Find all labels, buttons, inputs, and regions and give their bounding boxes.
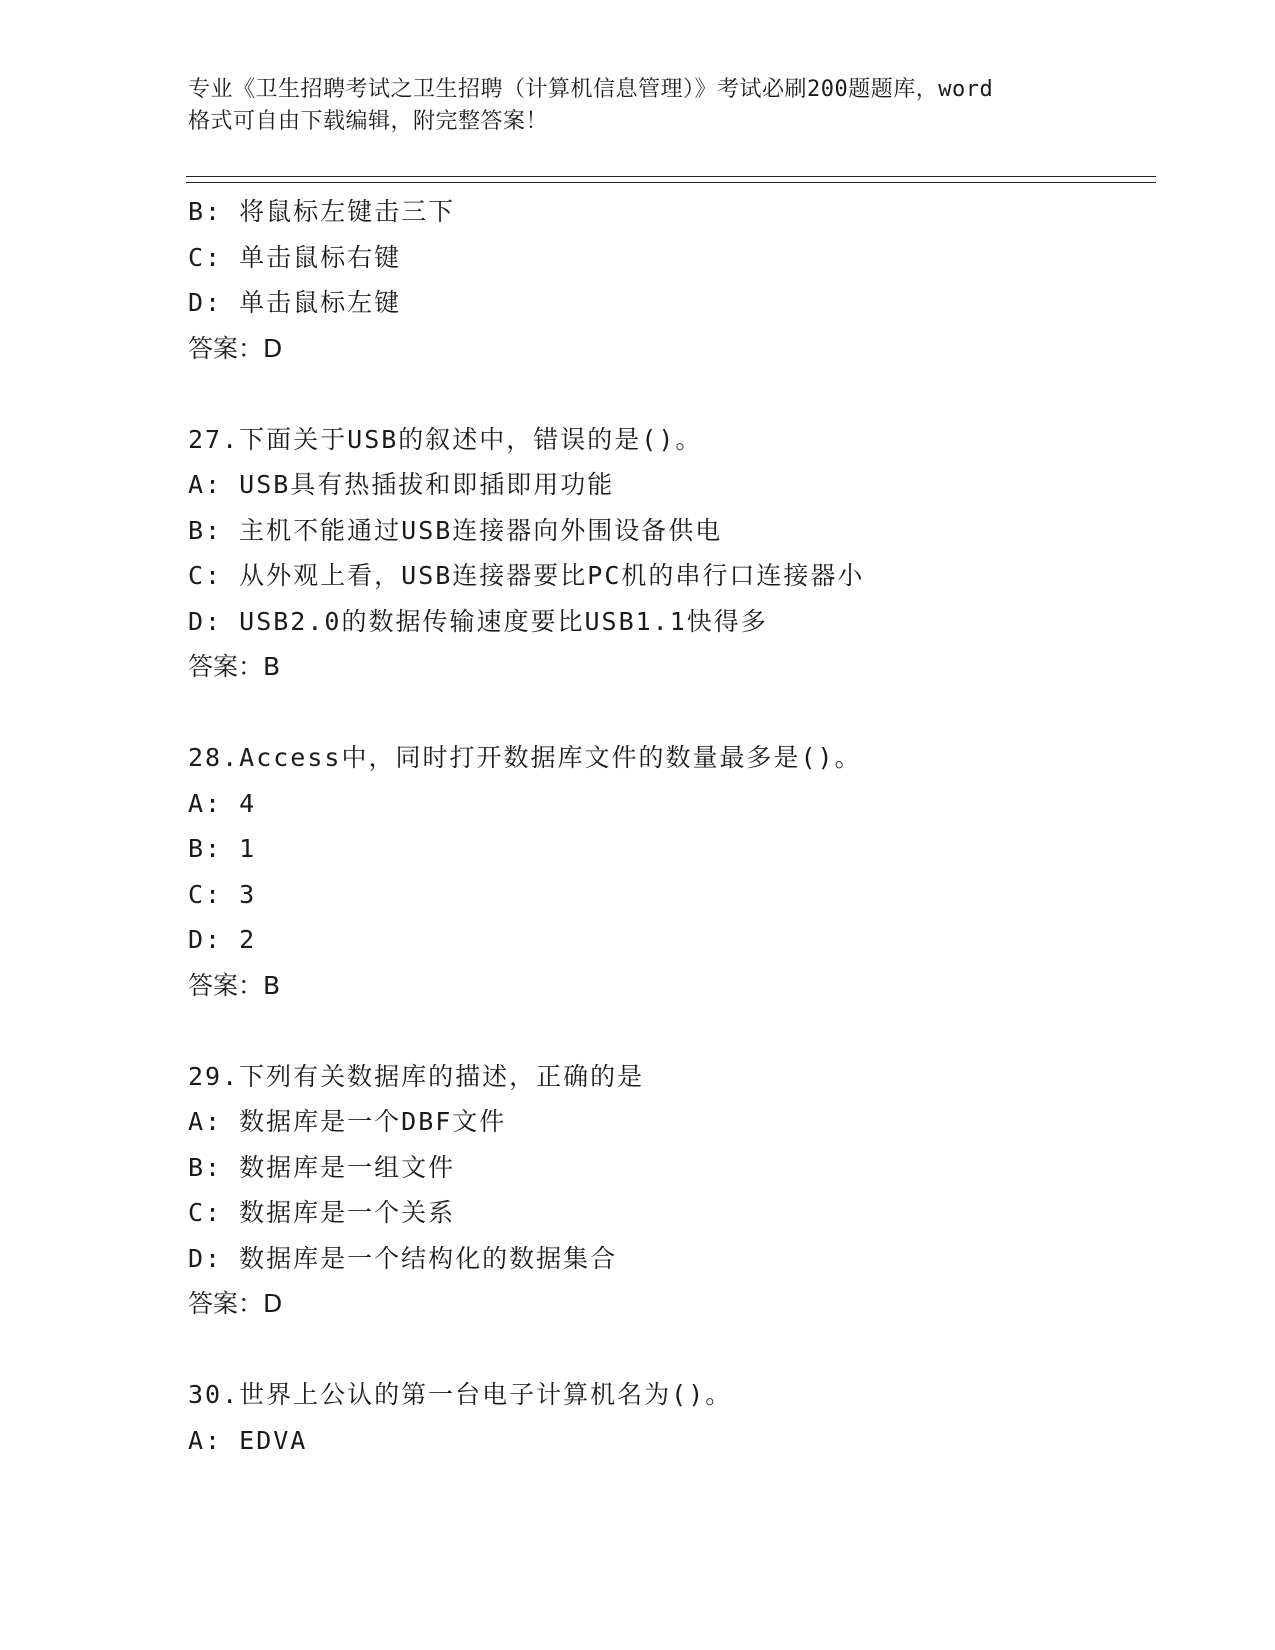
question-stem: 27.下面关于USB的叙述中，错误的是()。 [188,424,703,454]
question-block [188,735,1148,1008]
header-line-2: 格式可自由下载编辑，附完整答案！ [188,109,549,134]
option-a: A: 数据库是一个DBF文件 [188,1107,507,1136]
option-c: C: 数据库是一个关系 [188,1198,456,1227]
option-b: B: 主机不能通过USB连接器向外围设备供电 [188,515,723,545]
option-b: B: 数据库是一组文件 [188,1152,456,1182]
question-stem: 30.世界上公认的第一台电子计算机名为()。 [188,1380,733,1409]
header-rule-top [186,176,1156,177]
option-b: B: 1 [188,834,257,863]
question-block [188,417,1148,690]
option-d: D: 数据库是一个结构化的数据集合 [188,1243,618,1273]
answer-line: 答案：B [188,970,281,1000]
option-a: A: 4 [188,788,257,818]
option-b: B: 将鼠标左键击三下 [188,197,456,226]
answer-line: 答案：D [188,1289,283,1318]
question-list [188,189,1148,1463]
option-a: A: EDVA [188,1425,308,1455]
document-header [188,74,1088,138]
option-d: D: USB2.0的数据传输速度要比USB1.1快得多 [188,606,768,636]
option-c: C: 3 [188,879,257,909]
option-d: D: 单击鼠标左键 [188,288,402,317]
question-stem: 29.下列有关数据库的描述，正确的是 [188,1061,645,1091]
question-block [188,1054,1148,1327]
option-d: D: 2 [188,925,257,954]
question-block [188,189,1148,371]
spacer [188,371,1148,417]
spacer [188,1008,1148,1054]
header-line-1: 专业《卫生招聘考试之卫生招聘（计算机信息管理）》考试必刷200题题库，word [188,77,994,102]
question-stem: 28.Access中，同时打开数据库文件的数量最多是()。 [188,743,862,772]
spacer [188,690,1148,736]
answer-line: 答案：B [188,652,281,681]
option-c: C: 从外观上看，USB连接器要比PC机的串行口连接器小 [188,561,865,590]
spacer [188,1327,1148,1373]
header-rule-bottom [186,182,1156,183]
question-block [188,1372,1148,1463]
answer-line: 答案：D [188,333,283,363]
option-c: C: 单击鼠标右键 [188,242,402,272]
option-a: A: USB具有热插拔和即插即用功能 [188,470,615,499]
